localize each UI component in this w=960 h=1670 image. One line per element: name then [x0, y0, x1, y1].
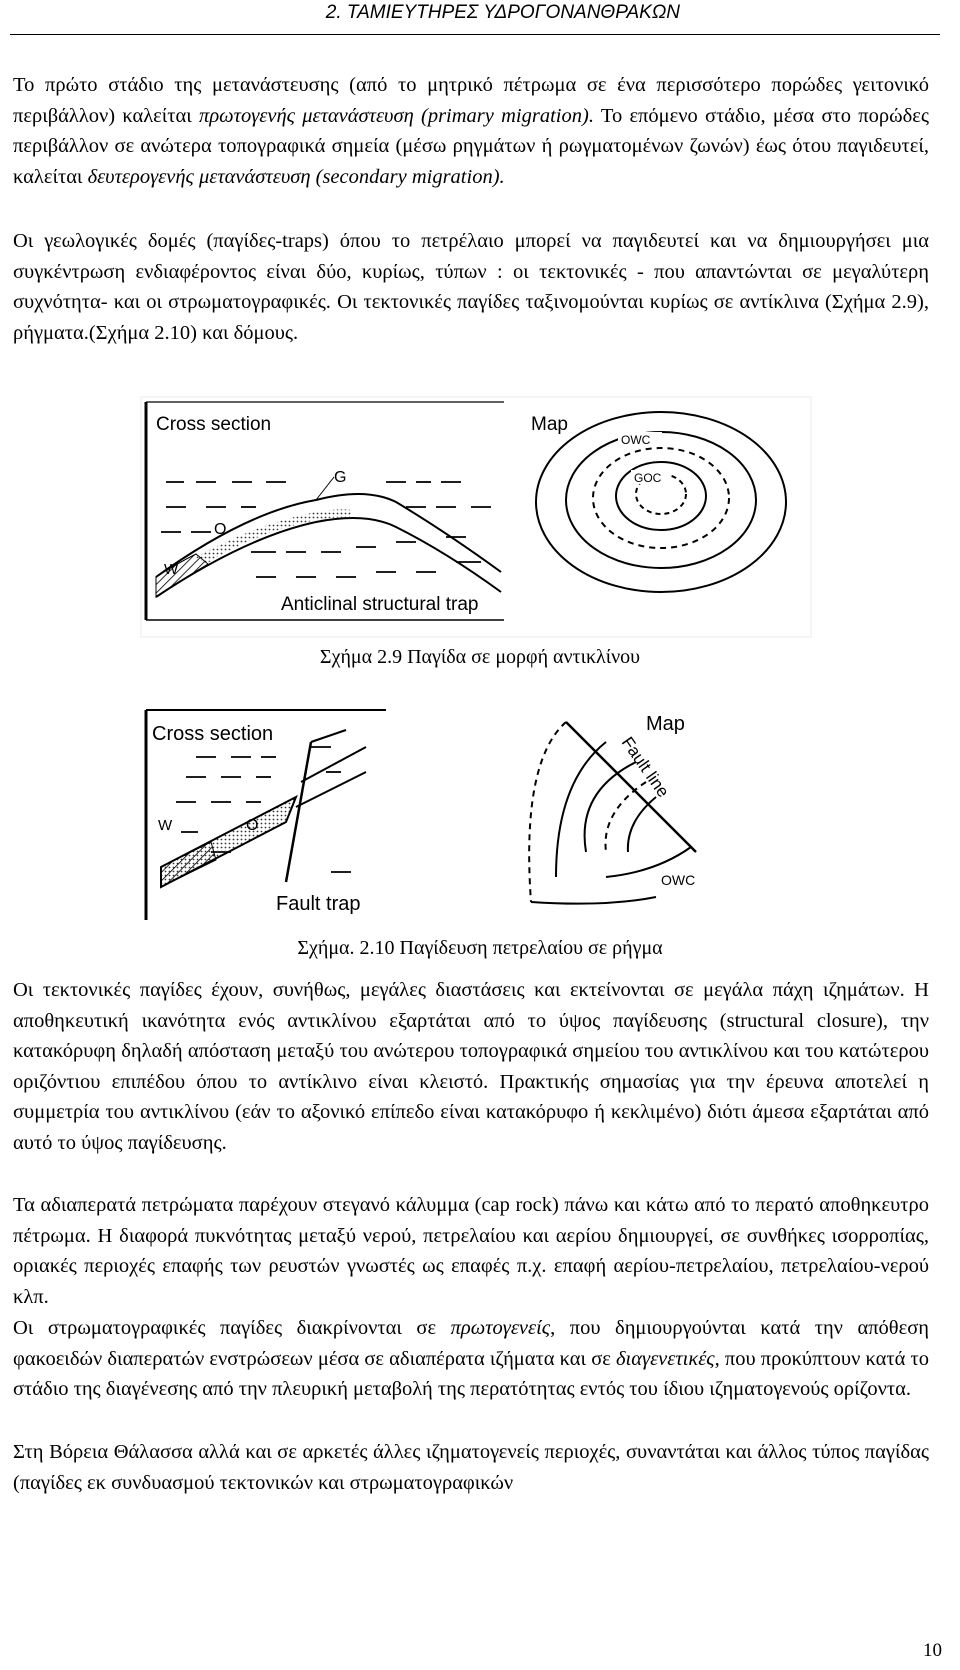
p1-secondary-migration: δευτερογενής μετανάστευση (secondary migration).: [87, 165, 505, 188]
figure-caption-2-9: Σχήμα 2.9 Παγίδα σε μορφή αντικλίνου: [319, 646, 641, 668]
page-header: [10, 0, 940, 35]
water-label: W: [164, 561, 179, 578]
map-label-2: Map: [646, 713, 685, 735]
paragraph-tectonic-traps: Οι τεκτονικές παγίδες έχουν, συνήθως, μεγάλες διαστάσεις και εκτείνονται σε μεγάλα πάχη ιζημάτων. Η αποθηκευτική ικανότητα ενός αντικλίνου εξαρτάται από το ύψος παγίδευσης (structural closure), την κατακόρυφη δηλαδή απόσταση μεταξύ του ανώτερου τοπογραφικά σημείου του αντικλίνου και του κατώτερου οριζόντιου επιπέδου όπου το αντίκλινο είναι κλειστό. Πρακτικής σημασίας για την έρευνα αποτελεί η συμμετρία του αντικλίνου (εάν το αξονικό επίπεδο είναι κατακόρυφο ή κεκλιμένο) διότι άμεσα εξαρτάται από αυτό το ύψος παγίδευσης.: [13, 979, 929, 1154]
p1-text-a: Το πρώτο στάδιο της μετανάστευσης (από το μητρικό πέτρωμα σε ένα περισσότερο πορώδες γειτονικό περιβάλλον) καλείται: [13, 74, 929, 127]
figure-fault-trap: [136, 702, 816, 930]
p1-primary-migration: πρωτογενής μετανάστευση (primary migration).: [199, 104, 594, 127]
oil-label-2: O: [246, 817, 259, 834]
water-label-2: W: [158, 817, 173, 834]
paragraph-north-sea: Στη Βόρεια Θάλασσα αλλά και σε αρκετές άλλες ιζηματογενείς περιοχές, συναντάται και άλλος τύπος παγίδας (παγίδες εκ συνδυασμού τεκτονικών και στρωματογραφικών: [13, 1441, 929, 1494]
paragraph-migration: [13, 70, 929, 192]
paragraph-traps: Οι γεωλογικές δομές (παγίδες-traps) όπου το πετρέλαιο μπορεί να παγιδευτεί και να δημιουργήσει μια συγκέντρωση ενδιαφέροντος είναι δύο, κυρίως, τύπων : οι τεκτονικές - που απαντώνται σε μεγαλύτερη συχνότητα- και οι στρωματογραφικές. Οι τεκτονικές παγίδες ταξινομούνται κυρίως σε αντίκλινα (Σχήμα 2.9), ρήγματα.(Σχήμα 2.10) και δόμους.: [13, 230, 929, 344]
figure-anticline: [136, 392, 816, 642]
p5-primary: πρωτογενείς: [450, 1317, 551, 1339]
paragraph-cap-rock: Τα αδιαπερατά πετρώματα παρέχουν στεγανό κάλυμμα (cap rock) πάνω και κάτω από το περατό αποθηκευτρο πέτρωμα. Η διαφορά πυκνότητας μεταξύ νερού, πετρελαίου και αερίου δημιουργεί, σε συνθήκες ισορροπίας, οριακές περιοχές επαφής των ρευστών γνωστές ως επαφές π.χ. επαφή αερίου-πετρελαίου, πετρελαίου-νερού κλπ.: [13, 1194, 929, 1308]
goc-label: GOC: [634, 471, 662, 485]
p5-text-c: , που δημιουργούνται κατά την απόθεση φακοειδών διαπερατών ενστρώσεων μέσα σε αδιαπέρατα ιζήματα και σε: [13, 1317, 929, 1370]
fault-line-label: Fault line: [617, 733, 673, 801]
chapter-title: 2. ΤΑΜΙΕΥΤΗΡΕΣ ΥΔΡΟΓΟΝΑΝΘΡΑΚΩΝ: [325, 2, 680, 23]
anticline-diagram: [136, 392, 816, 642]
cross-section-label: Cross section: [156, 414, 272, 435]
owc-label: OWC: [621, 433, 651, 447]
cross-section-label-2: Cross section: [152, 723, 274, 745]
fault-trap-diagram: [136, 702, 816, 930]
oil-label: O: [214, 521, 227, 538]
paragraph-stratigraphic-traps: [13, 1313, 929, 1405]
page-number: 10: [923, 1640, 942, 1661]
trap-label: Anticlinal structural trap: [281, 594, 479, 615]
gas-label: G: [334, 469, 347, 486]
fault-trap-label: Fault trap: [276, 893, 361, 915]
figure-caption-2-10: Σχήμα. 2.10 Παγίδευση πετρελαίου σε ρήγμα: [297, 937, 663, 959]
p5-text-a: Οι στρωματογραφικές παγίδες διακρίνονται σε: [13, 1317, 451, 1339]
p5-text-e: , που προκύπτουν κατά το στάδιο της διαγένεσης από την πλευρική μεταβολή της περατότητας εντός του ίδιου ιζηματογενούς ορίζοντα.: [13, 1347, 929, 1400]
p1-text-c: Το επόμενο στάδιο, μέσα στο πορώδες περιβάλλον σε ανώτερα τοπογραφικά σημεία (μέσω ρηγμάτων ή ρωγματομένων ζωνών) έως ότου παγιδευτεί, καλείται: [13, 104, 929, 188]
p5-diagenetic: διαγενετικές: [616, 1347, 715, 1370]
owc-label-2: OWC: [661, 872, 696, 888]
map-label: Map: [531, 414, 568, 435]
